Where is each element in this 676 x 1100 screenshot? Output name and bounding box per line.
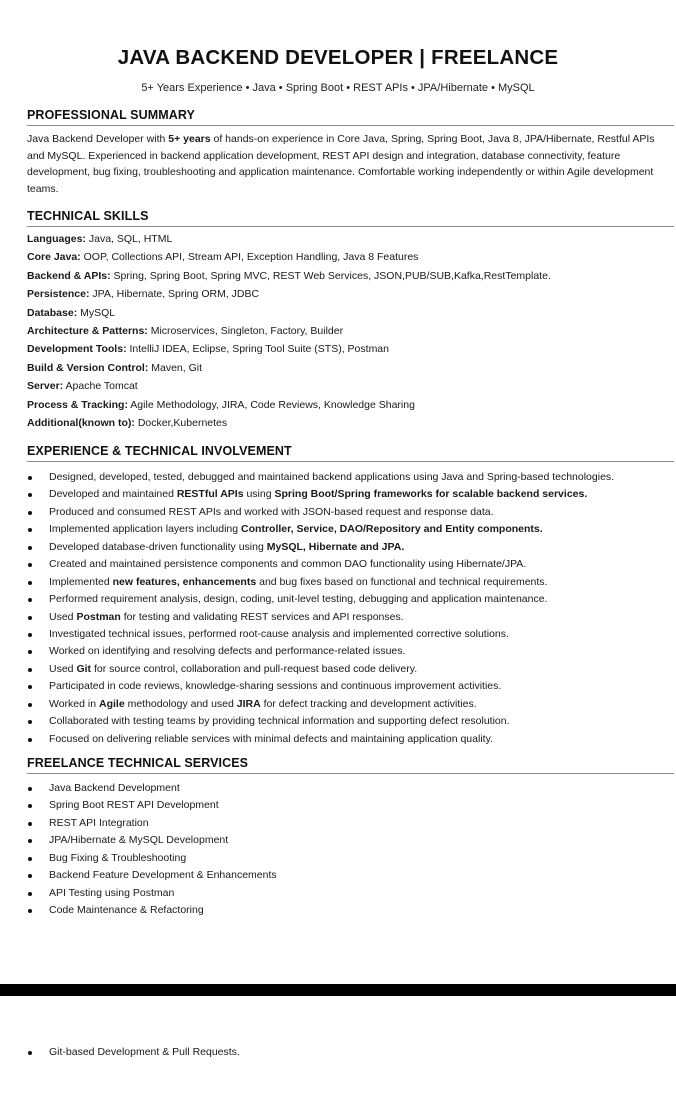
bullet-text: Investigated technical issues, performed root-cause analysis and implemented corrective solutions.: [49, 627, 509, 640]
skill-value: JPA, Hibernate, Spring ORM, JDBC: [89, 288, 260, 301]
bullet-text: Used: [49, 662, 77, 675]
bullet-text: Developed database-driven functionality using: [49, 540, 267, 553]
bullet-text: Used: [49, 610, 77, 623]
service-bullet: Bug Fixing & Troubleshooting: [27, 850, 674, 867]
skill-line: [27, 230, 674, 248]
bullet-text: Focused on delivering reliable services with minimal defects and maintaining application quality.: [49, 732, 493, 745]
bullet-text: Performed requirement analysis, design, coding, unit-level testing, debugging and application maintenance.: [49, 593, 548, 606]
bullet-emphasis: RESTful APIs: [176, 488, 244, 501]
skill-label: Database:: [27, 306, 78, 319]
experience-bullet: [27, 626, 674, 643]
experience-bullet: [27, 591, 674, 608]
service-bullet: Java Backend Development: [27, 780, 674, 797]
professional-summary-section: [27, 108, 674, 198]
bullet-text: Developed and maintained: [49, 488, 177, 501]
bullet-text: Implemented: [49, 575, 113, 588]
bullet-text: Participated in code reviews, knowledge-sharing sessions and continuous improvement activities.: [49, 680, 502, 693]
skill-value: Maven, Git: [148, 361, 203, 374]
bullet-text: Designed, developed, tested, debugged and maintained backend applications using Java and Spring-based technologies.: [49, 471, 615, 483]
bullet-text: Worked in: [49, 697, 99, 710]
section-heading: EXPERIENCE & TECHNICAL INVOLVEMENT: [27, 444, 674, 462]
skill-value: Agile Methodology, JIRA, Code Reviews, Knowledge Sharing: [127, 398, 415, 411]
skill-line: [27, 322, 674, 340]
experience-bullet: [27, 713, 674, 730]
bullet-emphasis: Agile: [99, 697, 125, 710]
skill-value: OOP, Collections API, Stream API, Exception Handling, Java 8 Features: [80, 251, 419, 264]
bullet-text: for testing and validating REST services and API responses.: [120, 610, 404, 623]
skill-label: Backend & APIs:: [27, 269, 111, 282]
bullet-emphasis: JIRA: [236, 697, 261, 710]
resume-subtitle: 5+ Years Experience • Java • Spring Boot • REST APIs • JPA/Hibernate • MySQL: [141, 82, 535, 94]
skill-label: Additional(known to):: [27, 416, 135, 429]
freelance-list: [27, 780, 674, 920]
service-bullet: REST API Integration: [27, 815, 674, 832]
bullet-text: using: [243, 488, 275, 501]
service-bullet: JPA/Hibernate & MySQL Development: [27, 832, 674, 849]
bullet-emphasis: Controller, Service, DAO/Repository and Entity components.: [241, 523, 543, 536]
skill-label: Persistence:: [27, 288, 90, 301]
experience-list: [27, 469, 674, 748]
service-bullet: Backend Feature Development & Enhancements: [27, 867, 674, 884]
skill-line: [27, 304, 674, 322]
bullet-text: Created and maintained persistence components and common DAO functionality using Hibernate/JPA.: [49, 558, 527, 571]
experience-section: [27, 444, 674, 748]
bullet-text: Implemented application layers including: [49, 523, 242, 536]
summary-text: of hands-on experience in Core Java, Spring, Spring Boot, Java 8, JPA/Hibernate, Restful APIs and MySQL. Experienced in backend application development, REST API design and integration, database connectivity, feature development, bug fixing, troubleshooting and application maintenance. Comfortable working independently or within Agile development teams.: [27, 133, 655, 196]
summary-emphasis: 5+ years: [168, 133, 211, 145]
skill-label: Process & Tracking:: [27, 398, 128, 411]
skill-line: [27, 248, 674, 266]
experience-bullet: [27, 521, 674, 538]
experience-bullet: [27, 469, 674, 486]
experience-bullet: [27, 643, 674, 660]
experience-bullet: [27, 731, 674, 748]
skill-line: [27, 340, 674, 358]
experience-bullet: [27, 539, 674, 556]
page-break-bar: [0, 984, 676, 996]
experience-bullet: [27, 696, 674, 713]
skill-label: Languages:: [27, 233, 86, 245]
experience-bullet: [27, 504, 674, 521]
skill-label: Development Tools:: [27, 343, 127, 356]
bullet-text: Collaborated with testing teams by providing technical information and supporting defect resolution.: [49, 715, 510, 728]
skill-line: [27, 396, 674, 414]
resume-title: JAVA BACKEND DEVELOPER | FREELANCE: [117, 46, 559, 69]
freelance-list-continued: [27, 1044, 674, 1061]
skill-line: [27, 414, 674, 432]
bullet-emphasis: MySQL, Hibernate and JPA.: [266, 540, 405, 553]
bullet-text: Worked on identifying and resolving defects and performance-related issues.: [49, 645, 406, 658]
skill-line: [27, 267, 674, 285]
technical-skills-section: [27, 209, 674, 432]
skill-line: [27, 377, 674, 395]
bullet-text: methodology and used: [124, 697, 237, 710]
service-bullet: Code Maintenance & Refactoring: [27, 902, 674, 919]
freelance-services-section: [27, 756, 674, 920]
experience-bullet: [27, 486, 674, 503]
skill-value: Microservices, Singleton, Factory, Builder: [147, 324, 344, 337]
skill-label: Server:: [27, 380, 64, 393]
bullet-emphasis: Git: [76, 662, 92, 675]
experience-bullet: [27, 678, 674, 695]
skill-value: MySQL: [77, 306, 116, 319]
skill-value: Java, SQL, HTML: [85, 233, 173, 245]
bullet-emphasis: new features, enhancements: [112, 575, 257, 588]
experience-bullet: [27, 556, 674, 573]
summary-paragraph: [27, 131, 674, 198]
skill-value: Apache Tomcat: [63, 380, 138, 393]
experience-bullet: [27, 609, 674, 626]
skill-label: Architecture & Patterns:: [27, 324, 148, 337]
skill-line: [27, 359, 674, 377]
service-bullet: API Testing using Postman: [27, 885, 674, 902]
section-heading: PROFESSIONAL SUMMARY: [27, 108, 674, 126]
skill-value: Spring, Spring Boot, Spring MVC, REST Web Services, JSON,PUB/SUB,Kafka,RestTemplate.: [110, 269, 551, 282]
bullet-text: and bug fixes based on functional and technical requirements.: [256, 575, 548, 588]
bullet-text: Produced and consumed REST APIs and worked with JSON-based request and response data.: [49, 505, 494, 518]
bullet-emphasis: Postman: [76, 610, 121, 623]
bullet-emphasis: Spring Boot/Spring frameworks for scalable backend services.: [274, 488, 588, 501]
section-heading: TECHNICAL SKILLS: [27, 209, 674, 227]
freelance-services-continued: [27, 1044, 674, 1061]
bullet-text: for source control, collaboration and pull-request based code delivery.: [91, 662, 418, 675]
service-bullet: Git-based Development & Pull Requests.: [27, 1044, 674, 1061]
skill-value: Docker,Kubernetes: [134, 416, 228, 429]
resume-page-2: [0, 996, 676, 1100]
skills-list: [27, 230, 674, 432]
service-bullet: Spring Boot REST API Development: [27, 797, 674, 814]
skill-value: IntelliJ IDEA, Eclipse, Spring Tool Suite (STS), Postman: [126, 343, 389, 356]
skill-label: Core Java:: [27, 251, 81, 264]
skill-label: Build & Version Control:: [27, 361, 149, 374]
experience-bullet: [27, 574, 674, 591]
skill-line: [27, 285, 674, 303]
section-heading: FREELANCE TECHNICAL SERVICES: [27, 756, 674, 774]
experience-bullet: [27, 661, 674, 678]
bullet-text: for defect tracking and development activities.: [260, 697, 477, 710]
summary-text: Java Backend Developer with: [27, 133, 169, 145]
